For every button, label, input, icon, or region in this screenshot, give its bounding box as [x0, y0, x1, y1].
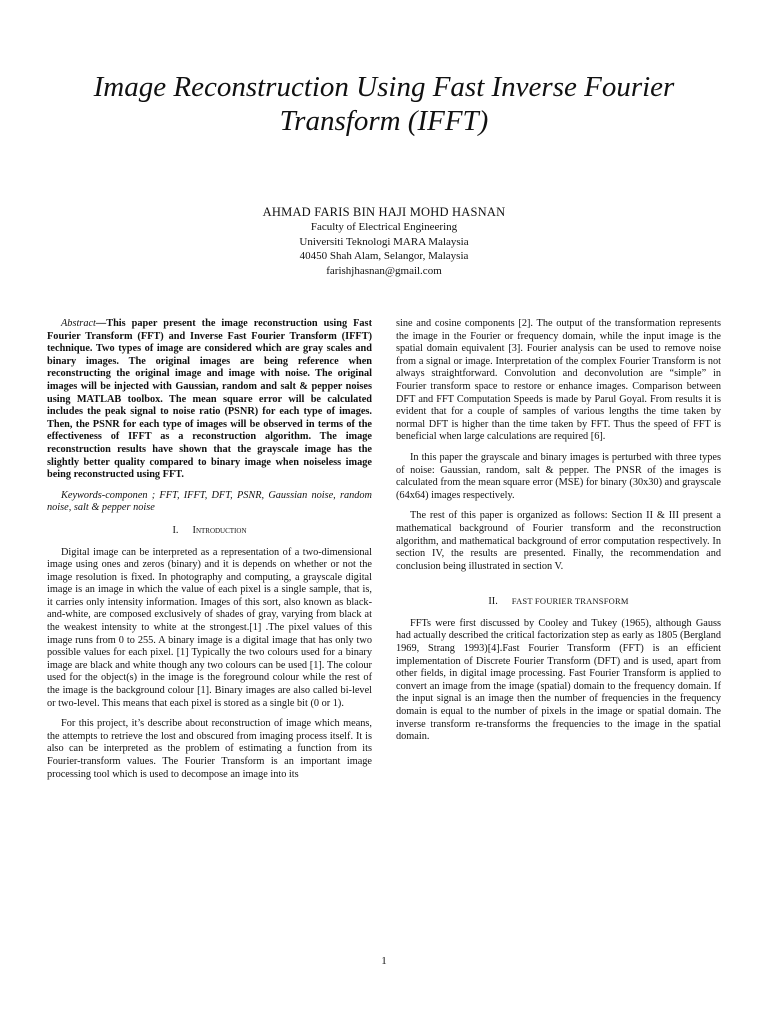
section-number: I. [172, 524, 179, 536]
abstract-dash: — [95, 318, 107, 329]
section-title: FAST FOURIER TRANSFORM [511, 596, 629, 607]
page-number: 1 [381, 955, 387, 967]
body-paragraph: Digital image can be interpreted as a representation of a two-dimensional image using ones and zeros (binary) and it is depends on whether or not the image resolution is fixed. In photography and computing, a grayscale digital image is an image in which the value of each pixel is a single sample, that is, it carries only intensity information. Images of this sort, also known as black-and-white, are composed exclusively of shades of gray, varying from black at the weakest intensity to white at the strongest.[1] .The pixel values of this image runs from 0 to 255. A binary image is a digital image that has only two possible values for each pixel. [1] Typically the two colours used for a binary image are black and white though any two colours can be used [1]. The colour used for the object(s) in the image is the foreground colour while the rest of the image is the background colour [1]. Binary images are also called bi-level or two-level. This means that each pixel is stored as a single bit (0 or 1). [47, 546, 372, 709]
author-block [100, 204, 668, 278]
body-paragraph: sine and cosine components [2]. The output of the transformation represents the image in the Fourier or frequency domain, while the input image is the spatial domain equivalent [3]. Fourier analysis can be used to remove noise from a signal or image. Interpretation of the complex Fourier Transform is not always straightforward. Convolution and deconvolution are “simple” in Fourier transform space to restore or enhance images. Comparison between DFT and FFT Computation Speeds is made by Parul Goyal. From results it is evident that for a couple of samples of various lengths the time taken by normal DFT is higher than the time taken by FFT. Thus the speed of FFT is beneficial when large calculations are required [6]. [396, 318, 721, 443]
section-number: II. [488, 596, 498, 608]
affiliation-line: Universiti Teknologi MARA Malaysia [299, 235, 469, 248]
body-paragraph: For this project, it’s describe about reconstruction of image which means, the attempts to retrieve the lost and obscured from imaging process itself. It is also can be interpreted as the problem of estimating a function from its Fourier-transform values. The Fourier Transform is an important image processing tool which is used to decompose an image into its [47, 718, 372, 780]
body-paragraph: The rest of this paper is organized as follows: Section II & III present a mathematical background of Fourier transform and the reconstruction algorithm, and mathematical background of error computation respectively. In section IV, the results are presented. Finally, the recommendation and conclusion being illustrated in section V. [396, 510, 721, 572]
body-paragraph: FFTs were first discussed by Cooley and Tukey (1965), although Gauss had actually described the critical factorization step as early as 1805 (Bergland 1969, Strang 1993)[4].Fast Fourier Transform (FFT) is an efficient implementation of Discrete Fourier Transform (DFT) and is used, apart from other fields, in digital image processing. Fast Fourier Transform is applied to convert an image from the image (spatial) domain to the frequency domain. If the input signal is an image then the number of frequencies in the frequency domain is equal to the number of pixels in the image or spatial domain. The inverse transform re-transforms the frequencies to the image in the spatial domain. [396, 617, 721, 743]
abstract-text: This paper present the image reconstruction using Fast Fourier Transform (FFT) and Inverse Fast Fourier Transform (IFFT) technique. Two types of image are considered which are gray scales and binary images. The original images are being reference when reconstructing the original image and image with noise. The original images will be injected with Gaussian, random and salt & pepper noises using MATLAB toolbox. The mean square error will be calculated includes the peak signal to noise ratio (PSNR) for each type of images. Then, the PSNR for each type of images will be observed in terms of the effectiveness of IFFT as a reconstruction algorithm. The image reconstruction results have shown that the grayscale image has the slightly better quality compared to binary image when noiseless image being reconstructed using FFT. [47, 318, 372, 481]
affiliation-line: 40450 Shah Alam, Selangor, Malaysia [299, 250, 469, 262]
abstract-label: Abstract [61, 318, 96, 329]
right-column [396, 318, 721, 752]
abstract [47, 318, 372, 482]
keywords: Keywords-componen ; FFT, IFFT, DFT, PSNR, Gaussian noise, random noise, salt & pepper noise [47, 489, 372, 514]
body-paragraph: In this paper the grayscale and binary images is perturbed with three types of noise: Gaussian, random, salt & pepper. The PNSR of the images is calculated from the mean square error (MSE) for binary (30x30) and grayscale (64x64) images respectively. [396, 451, 721, 501]
affiliation-line: Faculty of Electrical Engineering [310, 221, 458, 233]
left-column [47, 318, 372, 789]
author-name: AHMAD FARIS BIN HAJI MOHD HASNAN [262, 205, 506, 219]
paper-title: Image Reconstruction Using Fast Inverse Fourier Transform (IFFT) [93, 71, 675, 137]
section-title: Introduction [192, 524, 247, 536]
author-email: farishjhasnan@gmail.com [326, 264, 442, 277]
section-heading [47, 525, 372, 538]
section-heading [396, 595, 721, 609]
